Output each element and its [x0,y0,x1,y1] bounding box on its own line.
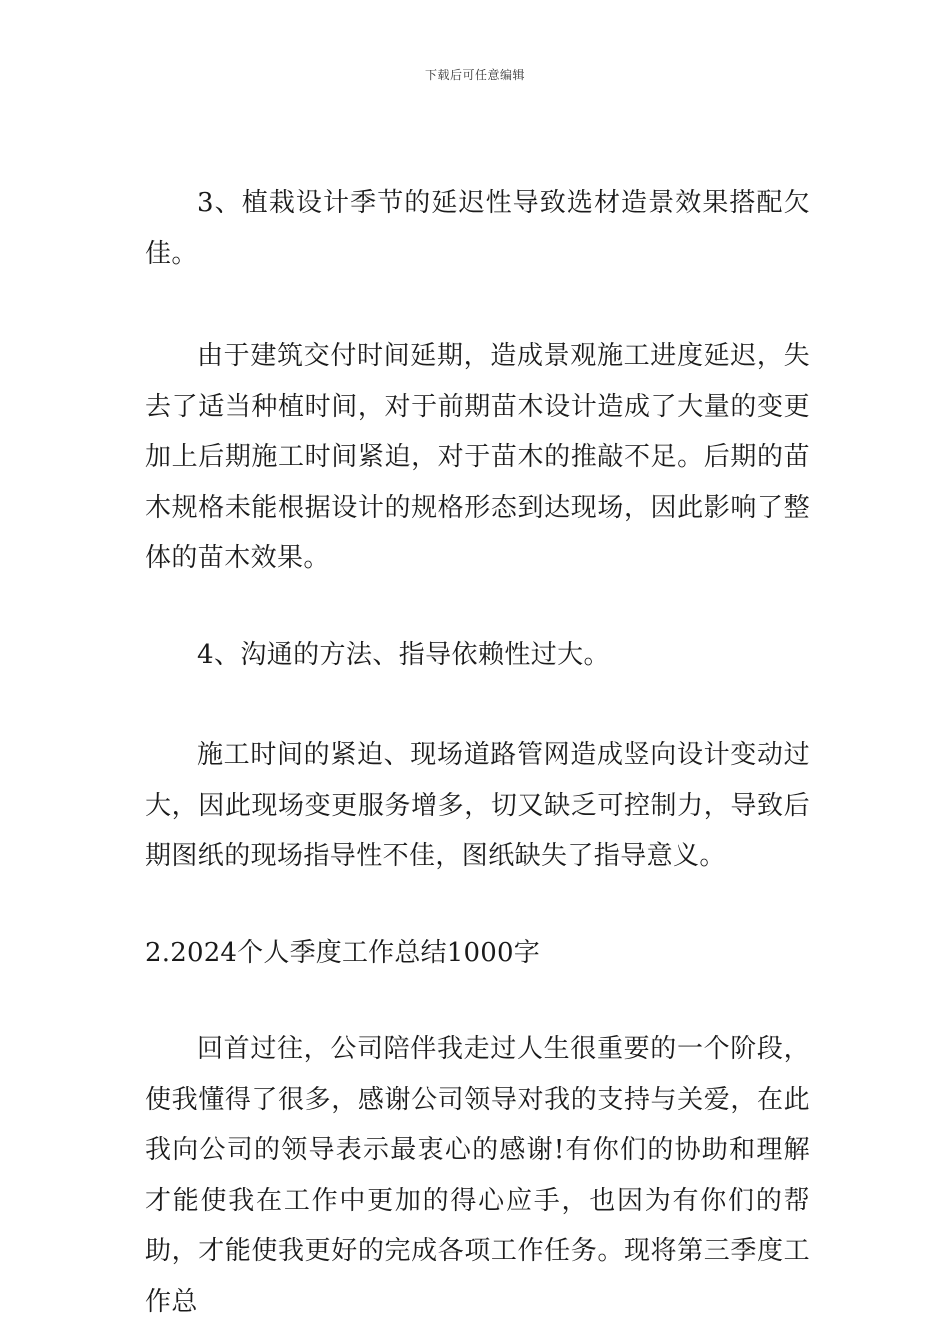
page-header: 下载后可任意编辑 [424,68,525,82]
item-3-paragraph: 由于建筑交付时间延期，造成景观施工进度延迟，失去了适当种植时间，对于前期苗木设计造成了大量的变更加上后期施工时间紧迫，对于苗木的推敲不足。后期的苗木规格未能根据设计的规格形态到达现场，因此影响了整体的苗木效果。 [145,341,810,573]
section-2-title: 2.2024个人季度工作总结1000字 [145,937,540,968]
item-4-paragraph: 施工时间的紧迫、现场道路管网造成竖向设计变动过大，因此现场变更服务增多，切又缺乏可控制力，导致后期图纸的现场指导性不佳，图纸缺失了指导意义。 [145,740,810,871]
section-2-paragraph: 回首过往，公司陪伴我走过人生很重要的一个阶段，使我懂得了很多，感谢公司领导对我的支持与关爱，在此我向公司的领导表示最衷心的感谢!有你们的协助和理解才能使我在工作中更加的得心应手，也因为有你们的帮助，才能使我更好的完成各项工作任务。现将第三季度工作总 [145,1034,810,1317]
item-3-heading: 3、植栽设计季节的延迟性导致选材造景效果搭配欠佳。 [145,188,810,269]
item-4-heading: 4、沟通的方法、指导依赖性过大。 [197,639,610,670]
document-body [145,178,810,1327]
